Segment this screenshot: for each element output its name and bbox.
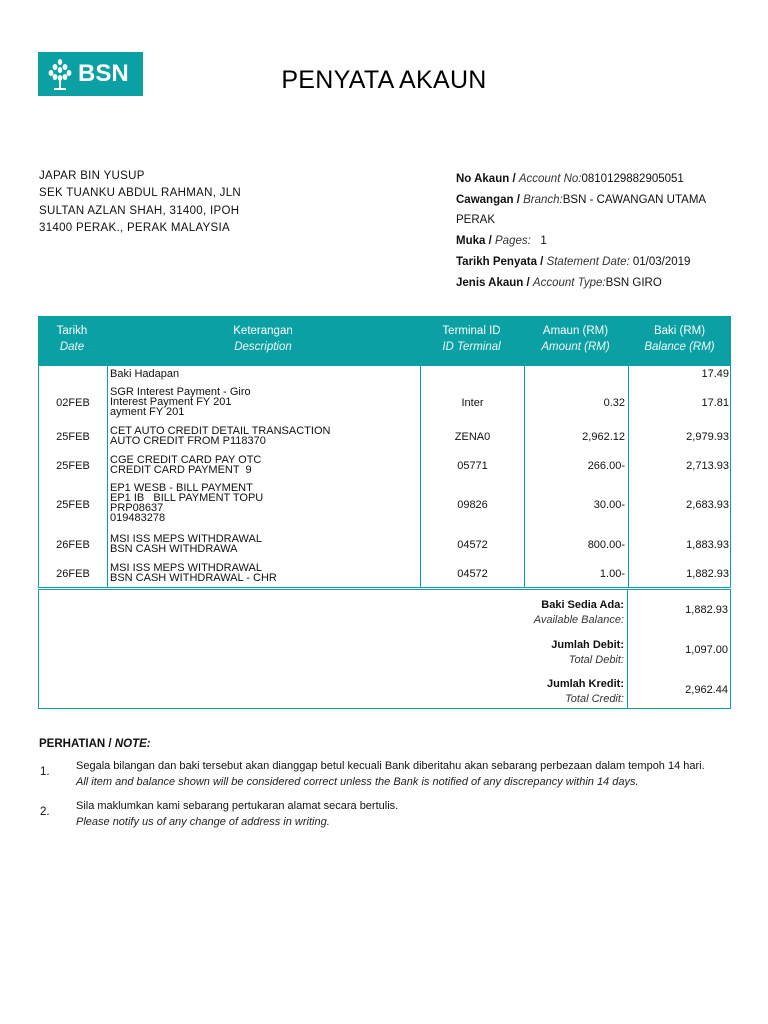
row-6-balance: 1,882.93 [686,568,729,580]
statement-date-row: Tarikh Penyata / Statement Date: 01/03/2019 [456,256,691,268]
pages-row: Muka / Pages: 1 [456,235,547,247]
row-4-description: EP1 WESB - BILL PAYMENT EP1 IB BILL PAYMENT TOPU PRP08637 019483278 [110,482,264,524]
row-1-balance: 17.81 [701,397,729,409]
account-type: BSN GIRO [605,277,662,289]
row-5-amount: 800.00- [587,539,625,551]
statement-date: 01/03/2019 [632,256,691,268]
row-3-amount: 266.00- [587,460,625,472]
total-debit-label: Jumlah Debit: Total Debit: [551,639,624,666]
row-3-description: CGE CREDIT CARD PAY OTC CREDIT CARD PAYMENT 9 [110,454,262,476]
row-5-terminal: 04572 [457,539,488,551]
available-balance-label: Baki Sedia Ada: Available Balance: [533,599,624,626]
row-4-balance: 2,683.93 [686,499,729,511]
col-amount-header: Amaun (RM) Amount (RM) [541,325,610,353]
row-2-date: 25FEB [56,431,90,443]
row-6-terminal: 04572 [457,568,488,580]
col-description-header: Keterangan Description [233,325,293,353]
row-0-balance: 17.49 [701,368,729,380]
total-credit-value: 2,962.44 [685,684,728,696]
logo-text: BSN [78,60,129,87]
row-1-date: 02FEB [56,397,90,409]
total-credit-label: Jumlah Kredit: Total Credit: [546,678,624,705]
summary-box [38,589,731,709]
pages-value: 1 [540,235,547,247]
row-5-date: 26FEB [56,539,90,551]
branch-row: Cawangan / Branch:BSN - CAWANGAN UTAMA [456,194,707,206]
transaction-table [38,366,731,588]
row-2-amount: 2,962.12 [582,431,625,443]
account-number: 0810129882905051 [581,173,684,185]
total-debit-value: 1,097.00 [685,644,728,656]
row-6-date: 26FEB [56,568,90,580]
col-terminal-header: Terminal ID ID Terminal [442,325,501,353]
note-1-text: Segala bilangan dan baki tersebut akan dianggap betul kecuali Bank diberitahu akan sebarang perbezaan dalam tempoh 14 hari. All item and balance shown will be considered correct unless the Bank is notified of any discrepancy within 14 days. [76,760,705,788]
page-title: PENYATA AKAUN [281,66,487,94]
address-line-2: SULTAN AZLAN SHAH, 31400, IPOH [39,205,240,217]
row-5-description: MSI ISS MEPS WITHDRAWAL BSN CASH WITHDRAWA [110,533,262,555]
row-2-description: CET AUTO CREDIT DETAIL TRANSACTION AUTO CREDIT FROM P118370 [110,425,331,447]
col-date-header: Tarikh Date [56,325,88,353]
account-number-row: No Akaun / Account No:0810129882905051 [456,173,684,185]
available-balance-value: 1,882.93 [685,604,728,616]
note-2-number: 2. [40,806,50,818]
row-4-terminal: 09826 [457,499,488,511]
account-type-row: Jenis Akaun / Account Type:BSN GIRO [456,277,662,289]
address-line-1: SEK TUANKU ABDUL RAHMAN, JLN [39,187,242,199]
row-3-balance: 2,713.93 [686,460,729,472]
branch-row-2: PERAK [456,214,495,226]
row-6-amount: 1.00- [599,568,625,580]
row-4-date: 25FEB [56,499,90,511]
row-1-amount: 0.32 [603,397,625,409]
row-4-amount: 30.00- [593,499,625,511]
table-header [38,316,731,366]
col-balance-header: Baki (RM) Balance (RM) [644,325,715,353]
row-1-terminal: Inter [461,397,484,409]
row-6-description: MSI ISS MEPS WITHDRAWAL BSN CASH WITHDRAWAL - CHR [110,562,277,584]
note-1-number: 1. [40,766,50,778]
row-3-terminal: 05771 [457,460,488,472]
notes-heading: PERHATIAN / NOTE: [39,738,151,750]
row-5-balance: 1,883.93 [686,539,729,551]
customer-name: JAPAR BIN YUSUP [39,170,145,182]
row-2-terminal: ZENA0 [454,431,491,443]
row-3-date: 25FEB [56,460,90,472]
row-1-description: SGR Interest Payment - Giro Interest Payment FY 201 ayment FY 201 [110,386,251,418]
note-2-text: Sila maklumkan kami sebarang pertukaran alamat secara bertulis. Please notify us of any change of address in writing. [76,800,399,828]
row-2-balance: 2,979.93 [686,431,729,443]
branch-name: BSN - CAWANGAN UTAMA [562,194,707,206]
row-0-description: Baki Hadapan [110,368,180,380]
address-line-3: 31400 PERAK., PERAK MALAYSIA [39,222,230,234]
